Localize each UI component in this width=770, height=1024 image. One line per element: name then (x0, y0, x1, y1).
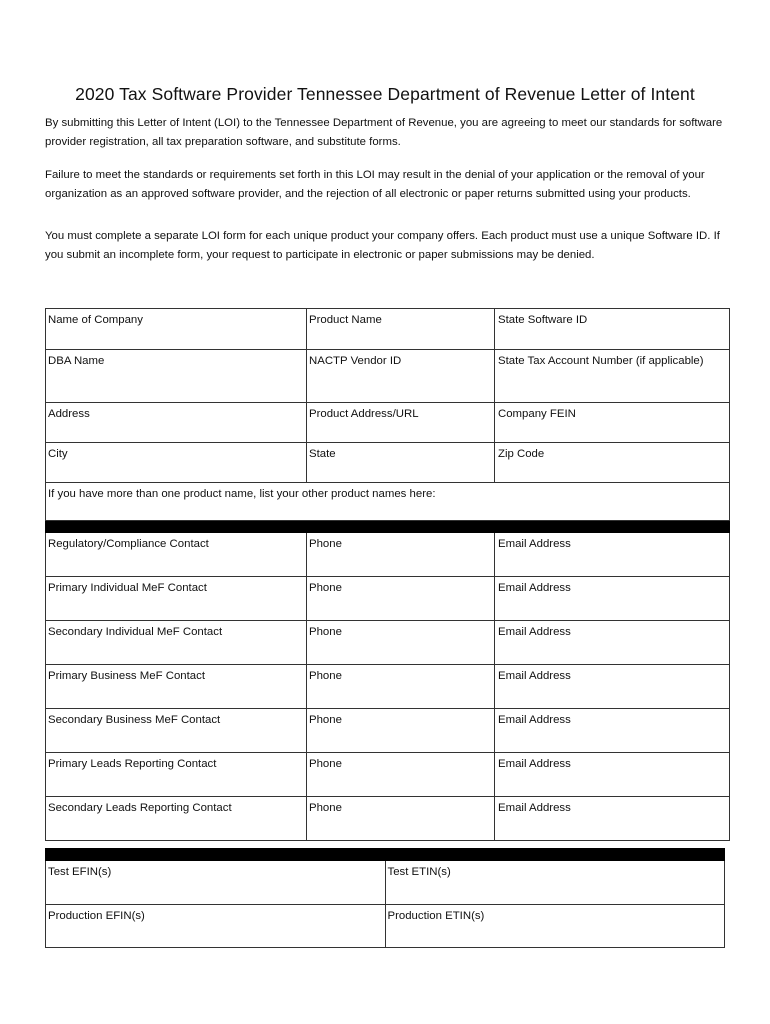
field-label: State Tax Account Number (if applicable) (498, 355, 704, 367)
city-field[interactable] (46, 443, 307, 483)
form-row (46, 443, 730, 483)
field-label: Secondary Business MeF Contact (48, 714, 221, 726)
id-row (46, 905, 725, 948)
field-label: Phone (309, 670, 342, 682)
contact-row (46, 797, 730, 841)
secondary-individual-mef-contact-field[interactable] (46, 621, 307, 665)
secondary-leads-reporting-contact-field[interactable] (46, 797, 307, 841)
state-field[interactable] (307, 443, 495, 483)
contact-row (46, 753, 730, 797)
company-name-field[interactable] (46, 309, 307, 350)
field-label: Primary Business MeF Contact (48, 670, 205, 682)
separate-form-paragraph: You must complete a separate LOI form for each unique product your company offers. Each product must use a unique Software ID. If you submit an incomplete form, your request to participate in electronic or paper submissions may be denied. (45, 230, 720, 261)
phone-field[interactable] (307, 797, 495, 841)
nactp-vendor-id-field[interactable] (307, 350, 495, 403)
field-label: Test ETIN(s) (387, 866, 451, 878)
phone-field[interactable] (307, 753, 495, 797)
phone-field[interactable] (307, 709, 495, 753)
other-product-names-field[interactable] (46, 483, 730, 521)
field-label: Company FEIN (498, 408, 576, 420)
field-label: Primary Individual MeF Contact (48, 582, 207, 594)
field-label: Phone (309, 538, 342, 550)
field-label: Product Address/URL (309, 408, 419, 420)
form-row (46, 403, 730, 443)
field-label: Regulatory/Compliance Contact (48, 538, 209, 550)
field-label: Name of Company (48, 314, 143, 326)
state-software-id-field[interactable] (495, 309, 730, 350)
field-label: Email Address (498, 714, 571, 726)
state-tax-account-number-field[interactable] (495, 350, 730, 403)
field-label: NACTP Vendor ID (309, 355, 402, 367)
field-label: Email Address (498, 670, 571, 682)
phone-field[interactable] (307, 665, 495, 709)
field-label: Email Address (498, 758, 571, 770)
phone-field[interactable] (307, 533, 495, 577)
company-fein-field[interactable] (495, 403, 730, 443)
contact-row (46, 621, 730, 665)
address-field[interactable] (46, 403, 307, 443)
email-field[interactable] (495, 533, 730, 577)
section-divider-bar (46, 849, 725, 861)
form-row (46, 483, 730, 521)
email-field[interactable] (495, 797, 730, 841)
field-label: State (309, 448, 336, 460)
regulatory-contact-field[interactable] (46, 533, 307, 577)
phone-field[interactable] (307, 621, 495, 665)
failure-paragraph: Failure to meet the standards or requirements set forth in this LOI may result in the denial of your application or the removal of your organization as an approved software provider, and the rejection of all electronic or paper returns submitted using your products. (45, 169, 705, 200)
contact-row (46, 533, 730, 577)
field-label: Phone (309, 758, 342, 770)
divider-cell (46, 849, 725, 861)
test-efin-field[interactable] (46, 861, 386, 905)
contact-row (46, 665, 730, 709)
email-field[interactable] (495, 665, 730, 709)
zip-code-field[interactable] (495, 443, 730, 483)
field-label: Address (48, 408, 90, 420)
application-form-table (45, 308, 730, 841)
dba-name-field[interactable] (46, 350, 307, 403)
test-etin-field[interactable] (385, 861, 725, 905)
contact-row (46, 577, 730, 621)
field-label: Test EFIN(s) (48, 866, 112, 878)
id-row (46, 861, 725, 905)
email-field[interactable] (495, 621, 730, 665)
form-row (46, 350, 730, 403)
secondary-business-mef-contact-field[interactable] (46, 709, 307, 753)
primary-individual-mef-contact-field[interactable] (46, 577, 307, 621)
field-label: Email Address (498, 802, 571, 814)
document-title: 2020 Tax Software Provider Tennessee Department of Revenue Letter of Intent (75, 84, 695, 104)
field-label: Secondary Leads Reporting Contact (48, 802, 232, 814)
field-label: Primary Leads Reporting Contact (48, 758, 217, 770)
divider-cell (46, 521, 730, 533)
field-label: Production ETIN(s) (387, 910, 485, 922)
primary-leads-reporting-contact-field[interactable] (46, 753, 307, 797)
efin-etin-table (45, 848, 725, 948)
field-label: Product Name (309, 314, 382, 326)
production-etin-field[interactable] (385, 905, 725, 948)
email-field[interactable] (495, 709, 730, 753)
field-label: DBA Name (48, 355, 105, 367)
field-label: Phone (309, 802, 342, 814)
field-label: Zip Code (498, 448, 545, 460)
email-field[interactable] (495, 753, 730, 797)
product-address-url-field[interactable] (307, 403, 495, 443)
intro-paragraph: By submitting this Letter of Intent (LOI) to the Tennessee Department of Revenue, you are agreeing to meet our standards for software provider registration, all tax preparation software, and substitute forms. (45, 117, 723, 148)
field-label: Secondary Individual MeF Contact (48, 626, 223, 638)
product-name-field[interactable] (307, 309, 495, 350)
field-label: Email Address (498, 582, 571, 594)
form-row (46, 309, 730, 350)
field-label: Phone (309, 714, 342, 726)
production-efin-field[interactable] (46, 905, 386, 948)
field-label: Phone (309, 626, 342, 638)
field-label: Email Address (498, 538, 571, 550)
field-label: City (48, 448, 68, 460)
field-label: If you have more than one product name, list your other product names here: (48, 488, 436, 500)
field-label: Email Address (498, 626, 571, 638)
field-label: State Software ID (498, 314, 588, 326)
primary-business-mef-contact-field[interactable] (46, 665, 307, 709)
phone-field[interactable] (307, 577, 495, 621)
section-divider-bar (46, 521, 730, 533)
contact-row (46, 709, 730, 753)
email-field[interactable] (495, 577, 730, 621)
field-label: Production EFIN(s) (48, 910, 145, 922)
field-label: Phone (309, 582, 342, 594)
